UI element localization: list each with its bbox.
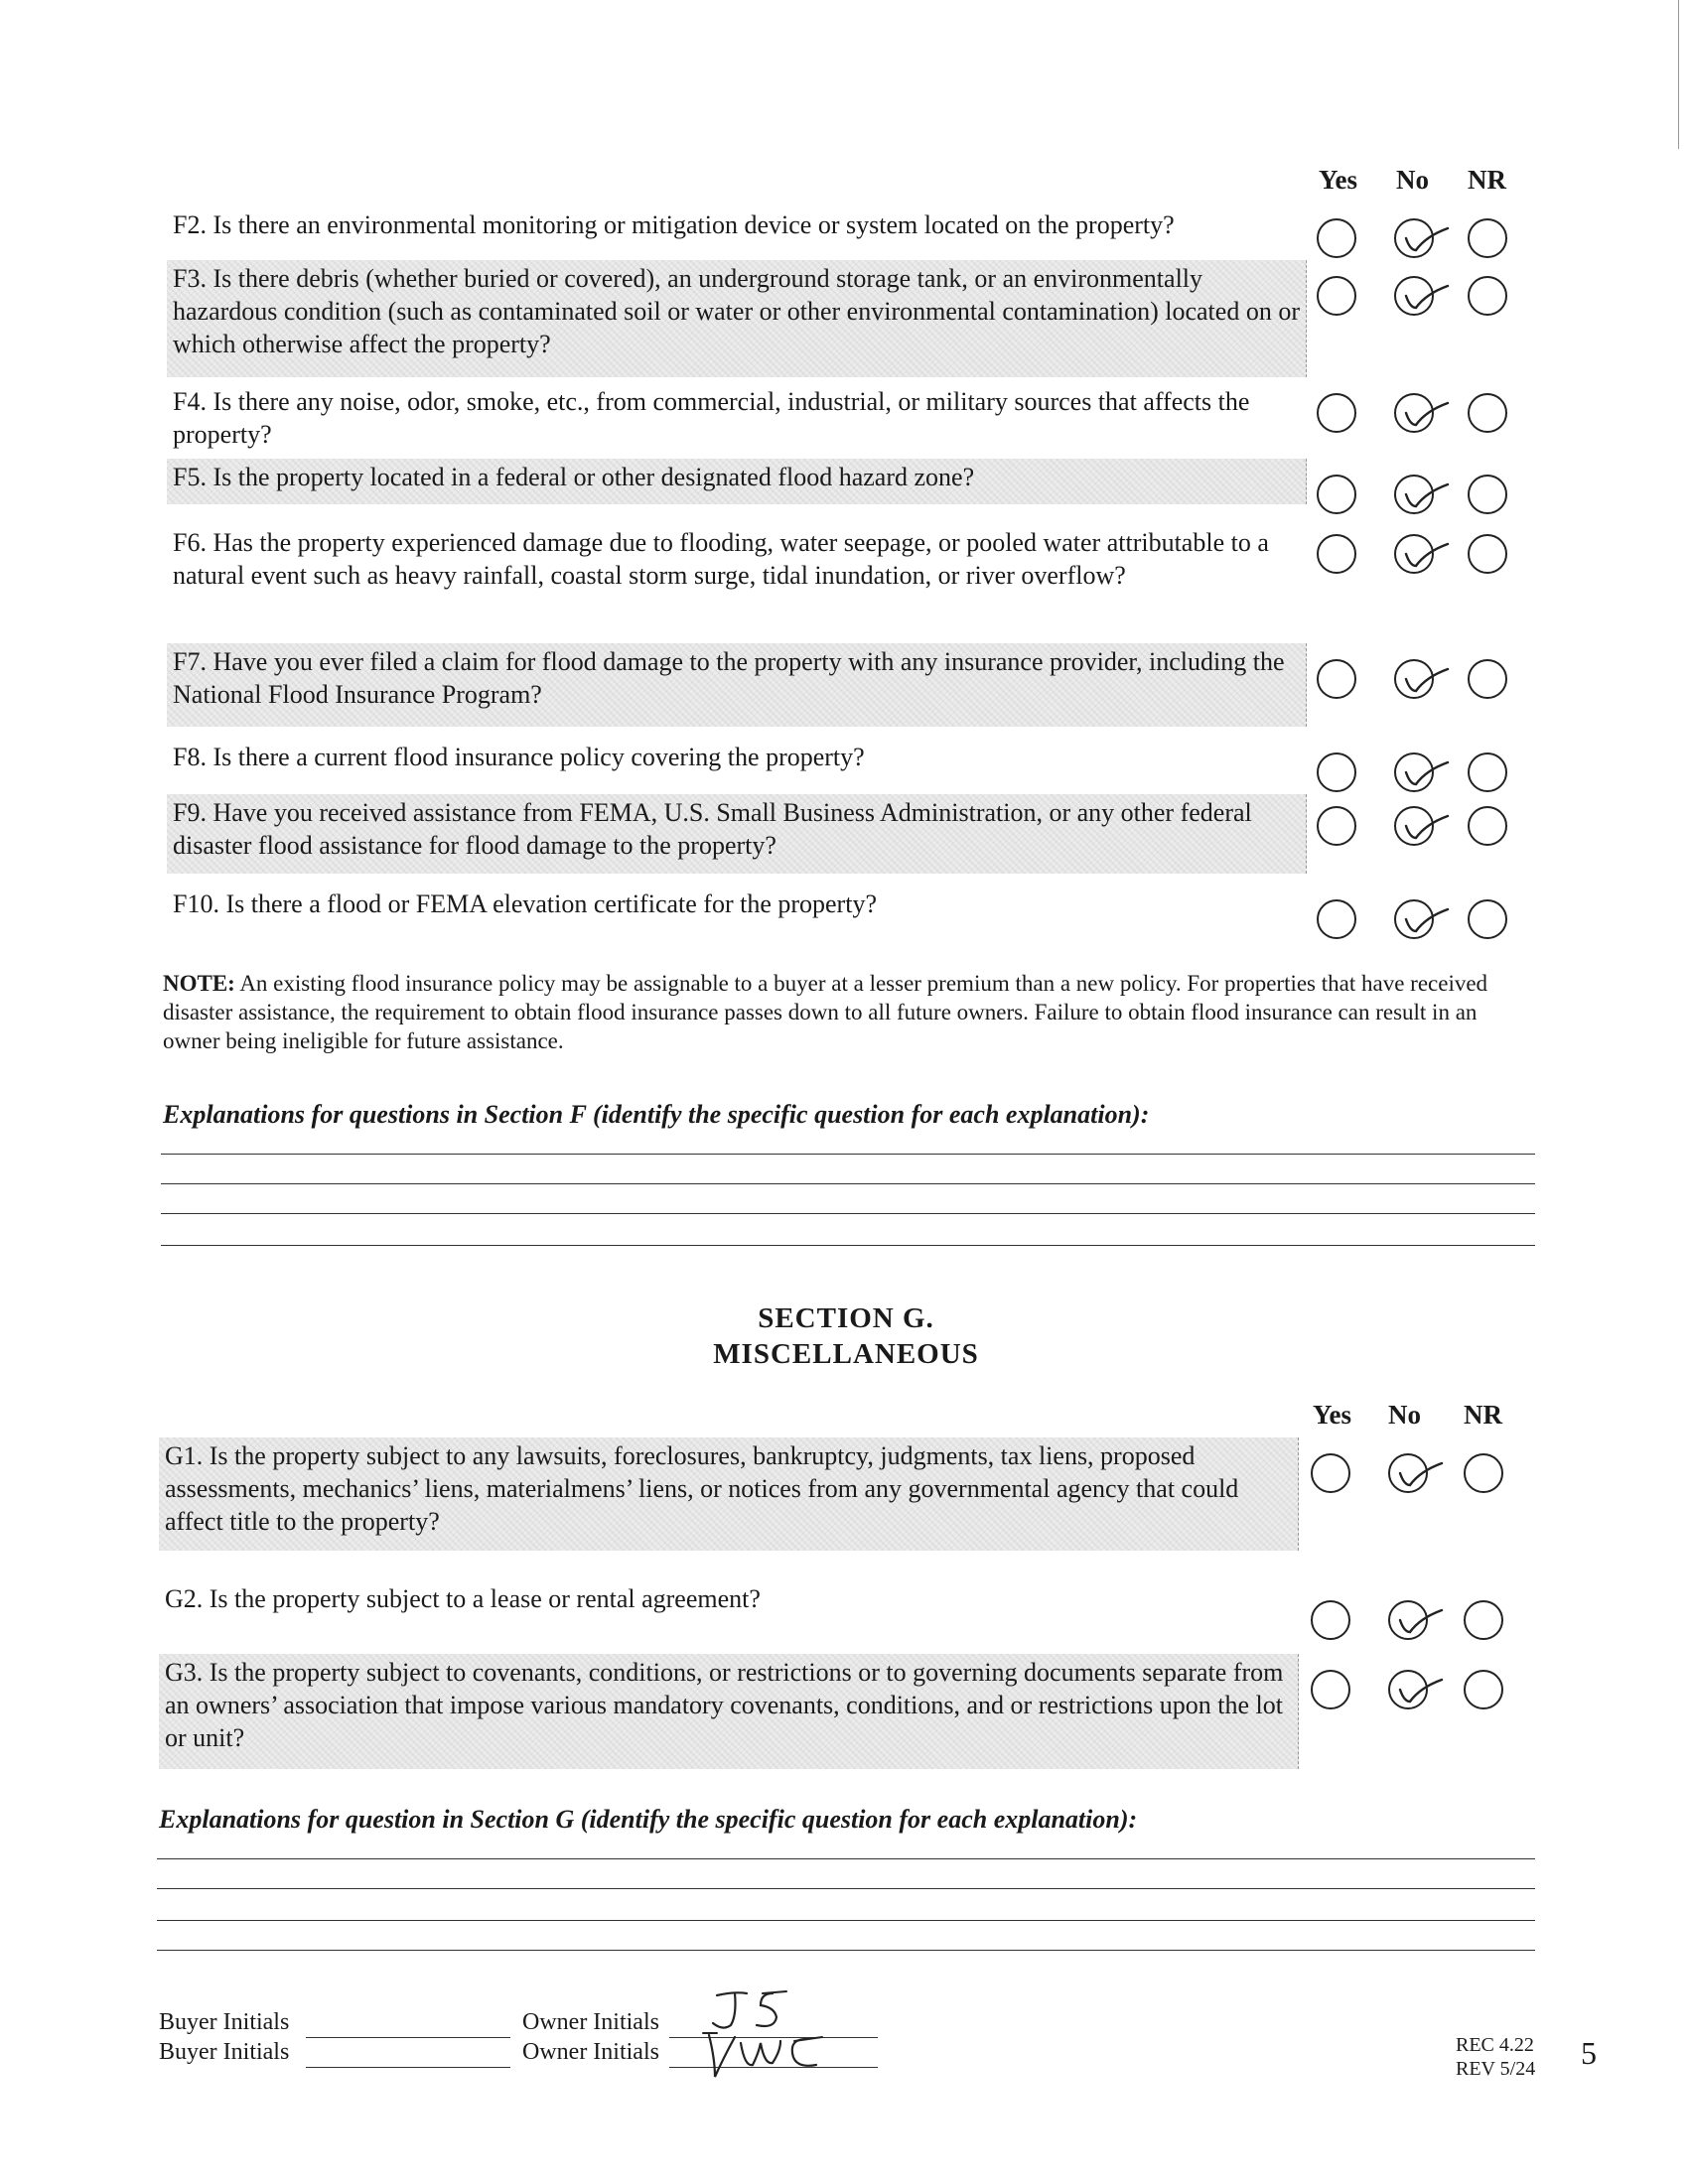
g-q2-no-radio[interactable]	[1388, 1670, 1428, 1709]
g-q0-no-radio[interactable]	[1388, 1453, 1428, 1493]
f-q0-yes-radio[interactable]	[1317, 218, 1356, 258]
section-f-explanations-label: Explanations for questions in Section F (identify the specific question for each explanation):	[163, 1100, 1150, 1129]
form-code: REC 4.22	[1456, 2034, 1534, 2056]
buyer-initials-label-2: Buyer Initials	[159, 2039, 290, 2065]
f-q1-no-radio[interactable]	[1394, 276, 1434, 316]
section-g-explanation-line-4[interactable]	[157, 1950, 1535, 1951]
g-col-header-nr: NR	[1464, 1400, 1502, 1430]
question-f5: F5. Is the property located in a federal or other designated flood hazard zone?	[167, 459, 1307, 504]
section-f-explanation-line-3[interactable]	[161, 1213, 1535, 1214]
section-f-explanation-line-2[interactable]	[161, 1183, 1535, 1184]
f-q7-yes-radio[interactable]	[1317, 806, 1356, 846]
g-col-header-yes: Yes	[1313, 1400, 1351, 1430]
page-edge-rule	[1678, 0, 1679, 149]
section-f-explanation-line-1[interactable]	[161, 1154, 1535, 1155]
f-q7-nr-radio[interactable]	[1468, 806, 1507, 846]
f-q0-no-radio[interactable]	[1394, 218, 1434, 258]
question-g3: G3. Is the property subject to covenants, conditions, or restrictions or to governing documents separate from an owners’ association that impose various mandatory covenants, conditions, and or restrictions upon the lot or unit?	[159, 1654, 1299, 1769]
section-g-explanation-line-3[interactable]	[157, 1920, 1535, 1921]
g-q0-yes-radio[interactable]	[1311, 1453, 1350, 1493]
g-q0-nr-radio[interactable]	[1464, 1453, 1503, 1493]
f-q6-no-radio[interactable]	[1394, 752, 1434, 792]
f-q3-yes-radio[interactable]	[1317, 475, 1356, 514]
f-q3-nr-radio[interactable]	[1468, 475, 1507, 514]
question-f3: F3. Is there debris (whether buried or covered), an underground storage tank, or an environmentally hazardous condition (such as contaminated soil or water or other environmental contamination) located on or which otherwise affect the property?	[167, 260, 1307, 377]
f-q2-yes-radio[interactable]	[1317, 393, 1356, 433]
note-text: An existing flood insurance policy may be assignable to a buyer at a lesser premium than a new policy. For properties that have received disaster assistance, the requirement to obtain flood insurance passes down to all future owners. Failure to obtain flood insurance can result in an owner being ineligible for future assistance.	[163, 971, 1488, 1053]
f-q1-nr-radio[interactable]	[1468, 276, 1507, 316]
note-label: NOTE:	[163, 971, 235, 996]
question-f2: F2. Is there an environmental monitoring or mitigation device or system located on the property?	[173, 210, 1175, 239]
g-q2-nr-radio[interactable]	[1464, 1670, 1503, 1709]
owner-initials-label-1: Owner Initials	[522, 2009, 659, 2035]
f-q4-no-radio[interactable]	[1394, 534, 1434, 574]
g-q2-yes-radio[interactable]	[1311, 1670, 1350, 1709]
f-q2-nr-radio[interactable]	[1468, 393, 1507, 433]
g-q1-nr-radio[interactable]	[1464, 1600, 1503, 1640]
f-q8-yes-radio[interactable]	[1317, 899, 1356, 939]
col-header-yes: Yes	[1319, 165, 1357, 195]
question-f10: F10. Is there a flood or FEMA elevation certificate for the property?	[173, 889, 877, 918]
buyer-initials-field-2[interactable]	[306, 2067, 510, 2068]
owner-initials-signature-2	[695, 2029, 874, 2083]
buyer-initials-label-1: Buyer Initials	[159, 2009, 290, 2035]
question-f4: F4. Is there any noise, odor, smoke, etc., from commercial, industrial, or military sources that affects the property?	[173, 387, 1250, 449]
f-q4-yes-radio[interactable]	[1317, 534, 1356, 574]
g-q1-no-radio[interactable]	[1388, 1600, 1428, 1640]
owner-initials-label-2: Owner Initials	[522, 2039, 659, 2065]
flood-note	[163, 969, 1533, 1055]
col-header-nr: NR	[1468, 165, 1506, 195]
f-q5-no-radio[interactable]	[1394, 659, 1434, 699]
f-q6-yes-radio[interactable]	[1317, 752, 1356, 792]
question-g2: G2. Is the property subject to a lease or rental agreement?	[165, 1584, 761, 1613]
f-q5-yes-radio[interactable]	[1317, 659, 1356, 699]
f-q1-yes-radio[interactable]	[1317, 276, 1356, 316]
page-number: 5	[1581, 2035, 1597, 2071]
f-q6-nr-radio[interactable]	[1468, 752, 1507, 792]
buyer-initials-field-1[interactable]	[306, 2037, 510, 2038]
section-f-explanation-line-4[interactable]	[161, 1245, 1535, 1246]
question-f8: F8. Is there a current flood insurance policy covering the property?	[173, 743, 865, 771]
f-q3-no-radio[interactable]	[1394, 475, 1434, 514]
section-g-explanation-line-2[interactable]	[157, 1888, 1535, 1889]
section-g-subtitle: MISCELLANEOUS	[713, 1338, 979, 1370]
f-q0-nr-radio[interactable]	[1468, 218, 1507, 258]
g-col-header-no: No	[1388, 1400, 1421, 1430]
f-q8-nr-radio[interactable]	[1468, 899, 1507, 939]
f-q2-no-radio[interactable]	[1394, 393, 1434, 433]
question-f6: F6. Has the property experienced damage due to flooding, water seepage, or pooled water attributable to a natural event such as heavy rainfall, coastal storm surge, tidal inundation, or river overflow?	[173, 528, 1269, 590]
g-q1-yes-radio[interactable]	[1311, 1600, 1350, 1640]
f-q5-nr-radio[interactable]	[1468, 659, 1507, 699]
f-q8-no-radio[interactable]	[1394, 899, 1434, 939]
section-g-explanations-label: Explanations for question in Section G (identify the specific question for each explanation):	[159, 1805, 1138, 1834]
question-f7: F7. Have you ever filed a claim for flood damage to the property with any insurance provider, including the National Flood Insurance Program?	[167, 643, 1307, 727]
f-q4-nr-radio[interactable]	[1468, 534, 1507, 574]
form-revision: REV 5/24	[1456, 2058, 1536, 2080]
question-g1: G1. Is the property subject to any lawsuits, foreclosures, bankruptcy, judgments, tax liens, proposed assessments, mechanics’ liens, materialmens’ liens, or notices from any governmental agency that could affect title to the property?	[159, 1437, 1299, 1551]
col-header-no: No	[1396, 165, 1429, 195]
question-f9: F9. Have you received assistance from FEMA, U.S. Small Business Administration, or any other federal disaster flood assistance for flood damage to the property?	[167, 794, 1307, 874]
section-g-explanation-line-1[interactable]	[157, 1858, 1535, 1859]
f-q7-no-radio[interactable]	[1394, 806, 1434, 846]
section-g-title: SECTION G.	[758, 1302, 934, 1334]
